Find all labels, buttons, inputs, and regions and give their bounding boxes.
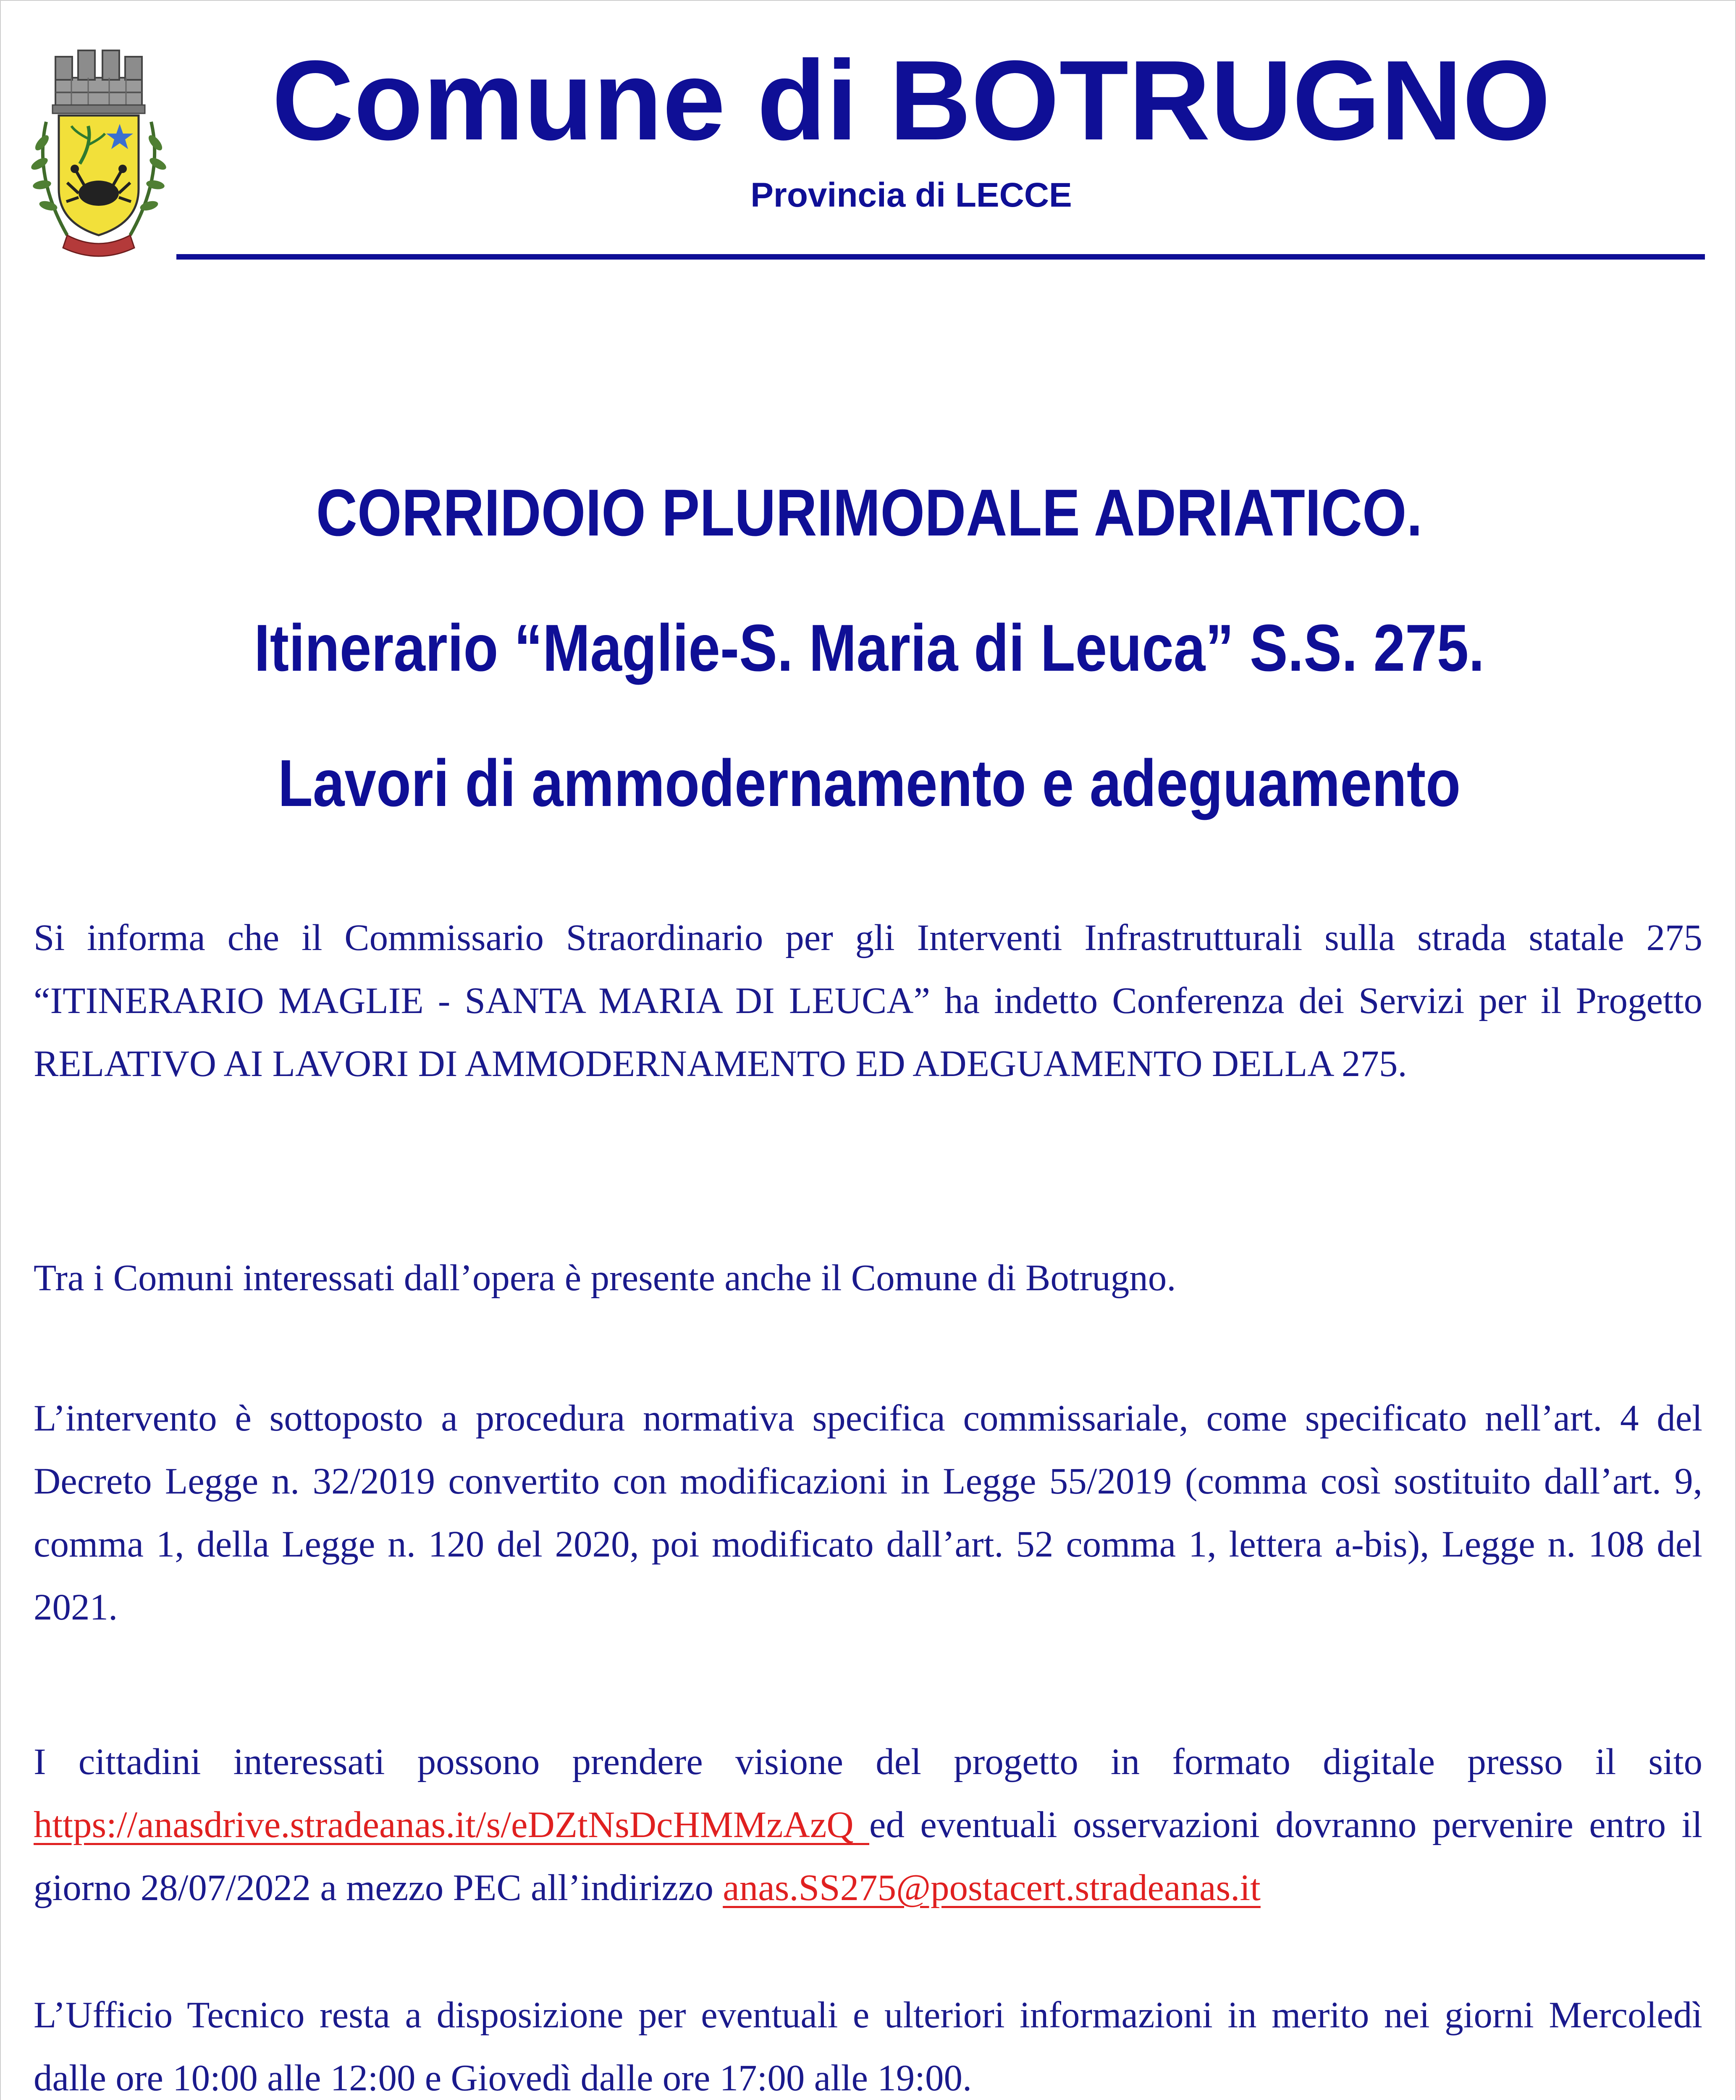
paragraph-office-hours: L’Ufficio Tecnico resta a disposizione per eventuali e ulteriori informazioni in merito nei giorni Mercoledì dalle ore 10:00 alle 12:00 e Giovedì dalle ore 17:00 alle 19:00.	[34, 1995, 1702, 2099]
notice-title	[165, 445, 1573, 851]
paragraph-legal-procedure: L’intervento è sottoposto a procedura normativa specifica commissariale, come specificato nell’art. 4 del Decreto Legge n. 32/2019 convertito con modificazioni in Legge 55/2019 (comma così sostituito dall’art. 9, comma 1, della Legge n. 120 del 2020, poi modificato dall’art. 52 comma 1, lettera a-bis), Legge n. 108 del 2021.	[34, 1398, 1702, 1628]
paragraph-consultation	[34, 1730, 1702, 1919]
paragraph-municipalities: Tra i Comuni interessati dall’opera è presente anche il Comune di Botrugno.	[34, 1257, 1176, 1299]
coat-of-arms-icon	[29, 38, 168, 265]
consultation-text-2: ed eventuali osservazioni dovranno pervenire entro il giorno 28/07/2022 a mezzo PEC all’indirizzo	[34, 1804, 1702, 1908]
municipality-name: Comune di BOTRUGNO	[272, 37, 1551, 164]
pec-email-link[interactable]: anas.SS275@postacert.stradeanas.it	[723, 1867, 1261, 1908]
province-name: Provincia di LECCE	[750, 176, 1072, 214]
title-line-2: Itinerario “Maglie-S. Maria di Leuca” S.S. 275.	[254, 611, 1484, 685]
title-line-3: Lavori di ammodernamento e adeguamento	[278, 746, 1461, 820]
project-download-link[interactable]: https://anasdrive.stradeanas.it/s/eDZtNsDcHMMzAzQ	[34, 1804, 870, 1845]
paragraph-conference: Si informa che il Commissario Straordinario per gli Interventi Infrastrutturali sulla strada statale 275 “ITINERARIO MAGLIE - SANTA MARIA DI LEUCA” ha indetto Conferenza dei Servizi per il Progetto RELATIVO AI LAVORI DI AMMODERNAMENTO ED ADEGUAMENTO DELLA 275.	[34, 917, 1702, 1084]
header-divider	[176, 254, 1705, 260]
title-line-1: CORRIDOIO PLURIMODALE ADRIATICO.	[316, 476, 1423, 550]
consultation-text-1: I cittadini interessati possono prendere visione del progetto in formato digitale presso il sito	[34, 1741, 1702, 1782]
